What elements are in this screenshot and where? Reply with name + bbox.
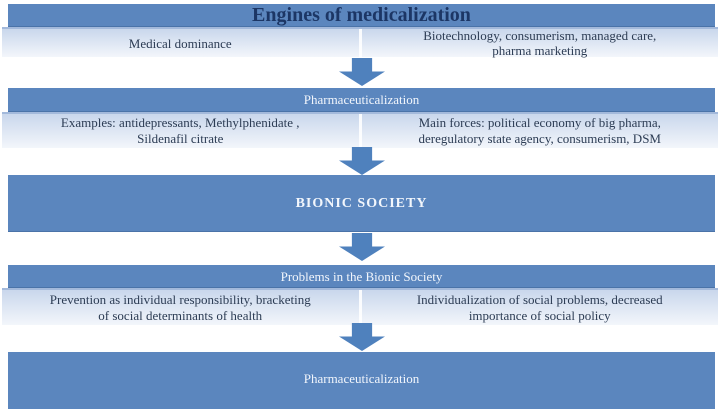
pharma-forces-cell — [362, 114, 719, 148]
pharmaceuticalization-header-bar — [8, 88, 715, 112]
pharma-examples-line1: Examples: antidepressants, Methylphenidate , — [60, 115, 300, 130]
down-arrow-icon — [339, 323, 385, 351]
pharmaceuticalization-detail-band — [2, 112, 718, 148]
engines-right-cell — [362, 29, 719, 57]
problems-right-cell — [362, 290, 719, 325]
down-arrow-icon — [339, 58, 385, 86]
problems-left-line2: of social determinants of health — [98, 307, 263, 323]
pharma-examples-line2: Sildenafil citrate — [137, 131, 224, 146]
engines-detail-band — [2, 27, 718, 57]
problems-right-line2: importance of social policy — [468, 307, 611, 323]
pharma-forces-line2: deregulatory state agency, consumerism, DSM — [418, 131, 661, 146]
problems-right-line1: Individualization of social problems, decreased — [416, 291, 663, 307]
down-arrow-icon — [339, 147, 385, 175]
problems-left-line1: Prevention as individual responsibility, bracketing — [49, 291, 311, 307]
engines-left-text: Medical dominance — [128, 35, 232, 51]
engines-header-bar — [8, 4, 715, 27]
problems-title: Problems in the Bionic Society — [280, 269, 443, 284]
bionic-society-title: BIONIC SOCIETY — [295, 196, 428, 211]
pharma-examples-cell — [2, 114, 359, 148]
problems-detail-band — [2, 288, 718, 325]
pharmaceuticalization-bottom-title: Pharmaceuticalization — [303, 371, 420, 386]
engines-right-text-line2: pharma marketing — [492, 43, 588, 58]
down-arrow-icon — [339, 233, 385, 261]
pharmaceuticalization-bottom-box — [8, 352, 715, 409]
pharma-forces-line1: Main forces: political economy of big pharma, — [418, 115, 661, 130]
problems-left-cell — [2, 290, 359, 325]
engines-right-text-line1: Biotechnology, consumerism, managed care, — [423, 28, 657, 43]
pharmaceuticalization-title: Pharmaceuticalization — [303, 92, 420, 107]
problems-header-bar — [8, 265, 715, 288]
engines-title: Engines of medicalization — [252, 4, 471, 26]
bionic-society-box — [8, 175, 715, 232]
engines-left-cell — [2, 29, 359, 57]
